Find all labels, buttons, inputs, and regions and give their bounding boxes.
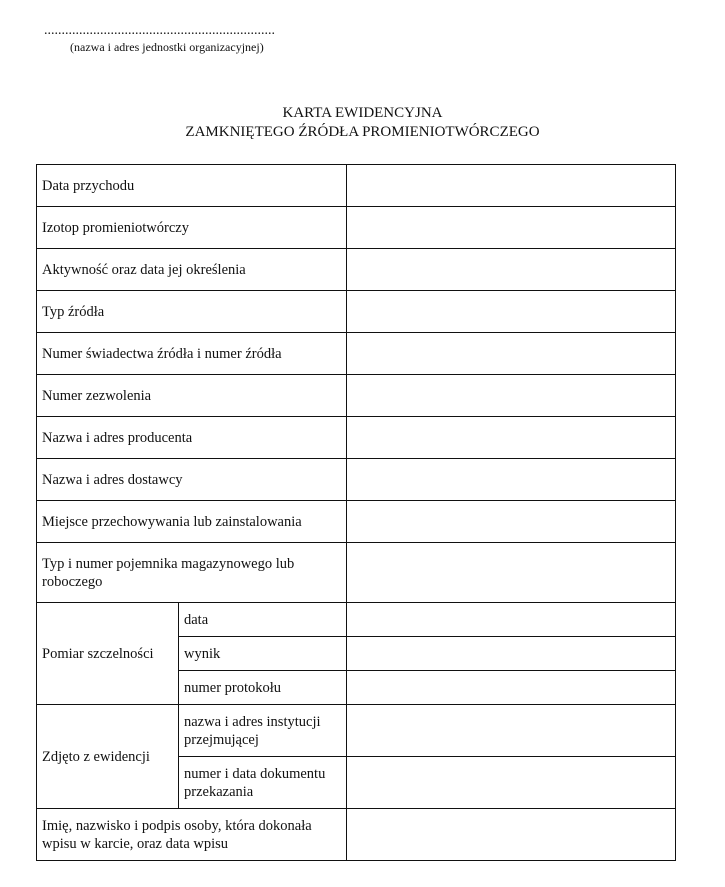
label-data-przychodu: Data przychodu	[37, 165, 347, 207]
table-row	[37, 249, 676, 291]
value-data-przychodu[interactable]	[347, 165, 676, 207]
value-miejsce[interactable]	[347, 501, 676, 543]
value-dostawca[interactable]	[347, 459, 676, 501]
value-izotop[interactable]	[347, 207, 676, 249]
label-pomiar-data: data	[179, 603, 347, 637]
value-pomiar-wynik[interactable]	[347, 637, 676, 671]
value-pomiar-data[interactable]	[347, 603, 676, 637]
dotted-line: ..................................................................	[44, 24, 275, 38]
value-zdjeto-instytucja[interactable]	[347, 705, 676, 757]
label-pomiar-szczelnosci: Pomiar szczelności	[37, 603, 179, 705]
value-zdjeto-dokument[interactable]	[347, 757, 676, 809]
label-pomiar-protokol: numer protokołu	[179, 671, 347, 705]
label-izotop: Izotop promieniotwórczy	[37, 207, 347, 249]
label-typ-zrodla: Typ źródła	[37, 291, 347, 333]
label-dostawca: Nazwa i adres dostawcy	[37, 459, 347, 501]
table-row	[37, 165, 676, 207]
value-pomiar-protokol[interactable]	[347, 671, 676, 705]
table-row	[37, 603, 676, 637]
table-row	[37, 543, 676, 603]
organization-unit-caption: (nazwa i adres jednostki organizacyjnej)	[70, 40, 264, 54]
label-numer-swiadectwa: Numer świadectwa źródła i numer źródła	[37, 333, 347, 375]
document-title	[0, 104, 725, 142]
label-pomiar-wynik: wynik	[179, 637, 347, 671]
label-zdjeto-instytucja: nazwa i adres instytucji przejmującej	[179, 705, 347, 757]
label-numer-zezwolenia: Numer zezwolenia	[37, 375, 347, 417]
value-aktywnosc[interactable]	[347, 249, 676, 291]
label-zdjeto-dokument: numer i data dokumentu przekazania	[179, 757, 347, 809]
table-row	[37, 375, 676, 417]
title-line-1: KARTA EWIDENCYJNA	[282, 105, 443, 121]
table-row	[37, 705, 676, 757]
table-row	[37, 417, 676, 459]
label-producent: Nazwa i adres producenta	[37, 417, 347, 459]
label-zdjeto-z-ewidencji: Zdjęto z ewidencji	[37, 705, 179, 809]
table-row	[37, 501, 676, 543]
value-numer-zezwolenia[interactable]	[347, 375, 676, 417]
value-producent[interactable]	[347, 417, 676, 459]
value-pojemnik[interactable]	[347, 543, 676, 603]
label-podpis: Imię, nazwisko i podpis osoby, która dokonała wpisu w karcie, oraz data wpisu	[37, 809, 347, 861]
record-card-table	[36, 164, 676, 861]
value-typ-zrodla[interactable]	[347, 291, 676, 333]
title-line-2: ZAMKNIĘTEGO ŹRÓDŁA PROMIENIOTWÓRCZEGO	[185, 124, 540, 140]
label-pojemnik: Typ i numer pojemnika magazynowego lub roboczego	[37, 543, 347, 603]
value-numer-swiadectwa[interactable]	[347, 333, 676, 375]
value-podpis[interactable]	[347, 809, 676, 861]
table-row	[37, 333, 676, 375]
table-row	[37, 207, 676, 249]
table-row	[37, 291, 676, 333]
table-row	[37, 459, 676, 501]
organization-unit-field	[44, 24, 314, 54]
table-row	[37, 809, 676, 861]
label-aktywnosc: Aktywność oraz data jej określenia	[37, 249, 347, 291]
label-miejsce: Miejsce przechowywania lub zainstalowania	[37, 501, 347, 543]
